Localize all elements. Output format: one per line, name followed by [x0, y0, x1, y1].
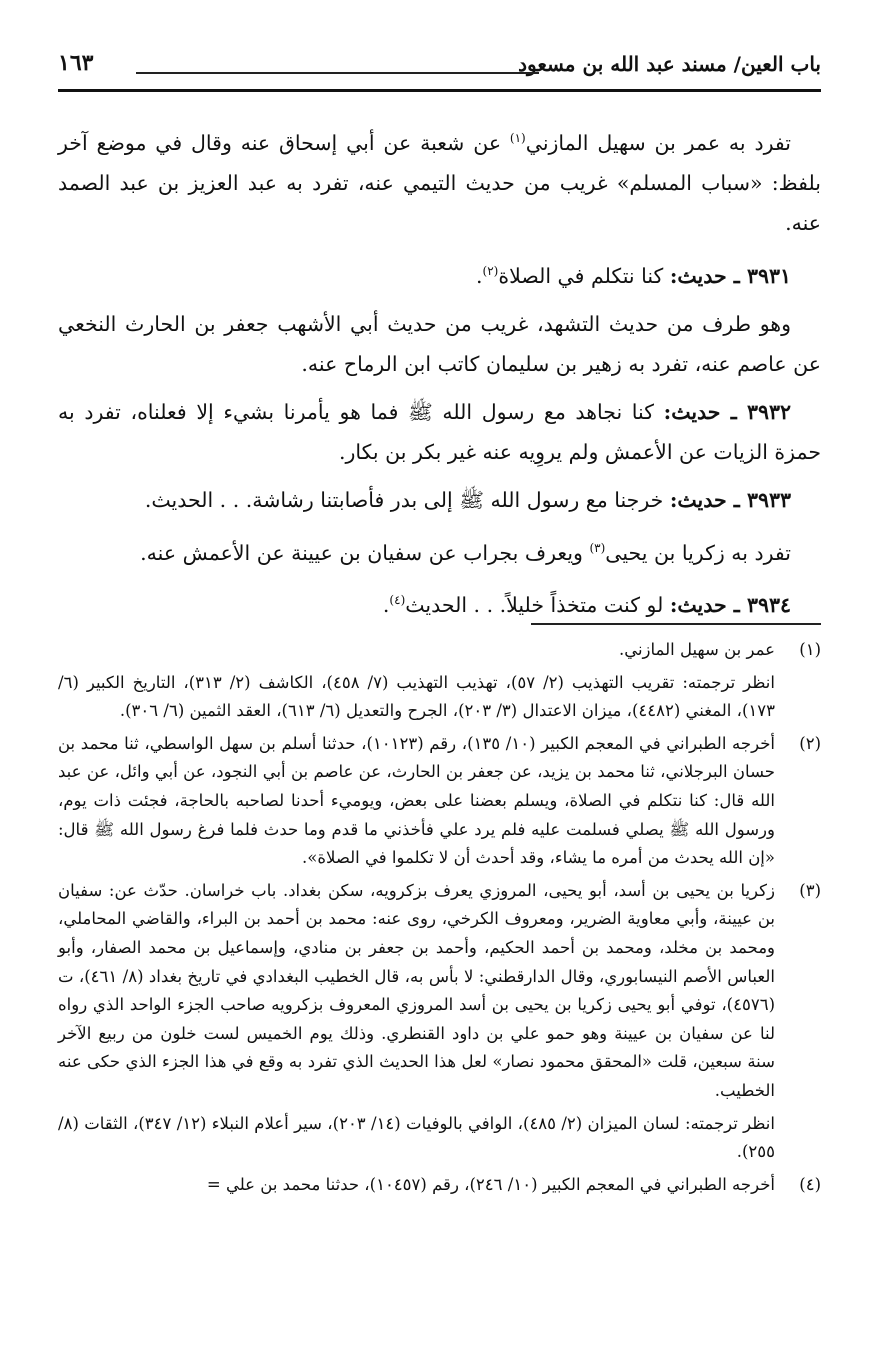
paragraph-6: تفرد به زكريا بن يحيى$^{(٣)}$ ويعرف بجراب عن سفيان بن عيينة عن الأعمش عنه.	[140, 540, 791, 565]
footnote-2: (٢) أخرجه الطبراني في المعجم الكبير (١٠/ ١٣٥)، رقم (١٠١٢٣)، حدثنا أسلم بن سهل الواسطي، ثنا محمد بن حسان البرجلاني، ثنا محمد بن يزيد، عن جعفر بن الحارث، عن عاصم بن أبي النجود، عن أبي وائل، عن عبد الله قال: كنا نتكلم في الصلاة، ويسلم بعضنا على بعض، ويوميء أحدنا لصاحبه بالحاجة، فجئت ذات يوم، ورسول الله ﷺ يصلي فسلمت عليه فلم يرد علي فأخذني ما قدم وما حدث فلما فرغ رسول الله ﷺ قال: «إن الله يحدث من أمره ما يشاء، وقد أحدث أن لا تكلموا في الصلاة».	[58, 730, 821, 873]
footnote-ref-1: (١)	[509, 131, 526, 145]
paragraph-1: تفرد به عمر بن سهيل المازني$^{(١)}$ عن شعبة عن أبي إسحاق عنه وقال في موضع آخر بلفظ: «سباب المسلم» غريب من حديث التيمي عنه، تفرد به عبد العزيز بن عبد الصمد عنه.	[58, 130, 821, 235]
hadith-3931: ٣٩٣١ ـ حديث: كنا نتكلم في الصلاة$^{(٢)}$.	[475, 263, 791, 288]
footnote-number: (٣)	[799, 880, 821, 900]
hadith-number: ٣٩٣١ ـ حديث:	[669, 263, 791, 288]
footnote-ref-2: (٢)	[482, 263, 499, 278]
hadith-3933: ٣٩٣٣ ـ حديث: خرجنا مع رسول الله ﷺ إلى بدر فأصابتنا رشاشة. . . الحديث.	[144, 487, 791, 512]
footnote-number: (١)	[799, 640, 821, 659]
footnote-4: (٤) أخرجه الطبراني في المعجم الكبير (١٠/ ٢٤٦)، رقم (١٠٤٥٧)، حدثنا محمد بن علي =	[58, 1171, 821, 1200]
footnote-1-references: انظر ترجمته: تقريب التهذيب (٢/ ٥٧)، تهذيب التهذيب (٧/ ٤٥٨)، الكاشف (٢/ ٣١٣)، التاريخ الكبير (٦/ ١٧٣)، المغني (٤٤٨٢)، ميزان الاعتدال (٣/ ٢٠٣)، الجرح والتعديل (٦/ ٦١٣)، العقد الثمين (٦/ ٣٠٦).	[58, 672, 775, 721]
footnote-ref-3: (٣)	[589, 540, 606, 555]
footnote-number: (٤)	[799, 1174, 821, 1194]
hadith-3934: ٣٩٣٤ ـ حديث: لو كنت متخذاً خليلاً. . . الحديث$^{(٤)}$.	[382, 593, 791, 618]
hadith-number: ٣٩٣٣ ـ حديث:	[669, 487, 791, 512]
footnote-separator	[531, 623, 821, 625]
footnote-number: (٢)	[799, 733, 821, 753]
hadith-number: ٣٩٣٢ ـ حديث:	[663, 399, 791, 424]
paragraph-3: وهو طرف من حديث التشهد، غريب من حديث أبي الأشهب جعفر بن الحارث النخعي عن عاصم عنه، تفرد به زهير بن سليمان كاتب ابن الرماح عنه.	[58, 311, 821, 376]
header-dash-line	[136, 72, 539, 74]
footnote-3: (٣) زكريا بن يحيى بن أسد، أبو يحيى، المروزي يعرف بزكرويه، سكن بغداد. باب خراسان. حدّث عن: سفيان بن عيينة، وأبي معاوية الضرير، ومعروف الكرخي، روى عنه: محمد بن أحمد بن البراء، والقاضي المحاملي، ومحمد بن مخلد، ومحمد بن أحمد الحكيم، وأحمد بن جعفر بن منادي، وإسماعيل بن محمد الصفار، وأبو العباس الأصم النيسابوري، وقال الدارقطني: لا بأس به، قال الخطيب البغدادي في تاريخ بغداد (٨/ ٤٦١)، ت (٤٥٧٦)، توفي أبو يحيى زكريا بن يحيى بن أسد المروزي المعروف بزكرويه صاحب الجزء الواحد الذي رواه لنا عن سفيان بن عيينة وهو حمو علي بن داود القنطري. وذلك يوم الخميس لست خلون من ربيع الآخر سنة سبعين، قلت «المحقق محمود نصار» لعل هذا الحديث الذي تفرد به وقع في هذا الجزء الذي حكى عنه الخطيب.	[58, 877, 821, 1106]
hadith-3932: ٣٩٣٢ ـ حديث: كنا نجاهد مع رسول الله ﷺ فما هو يأمرنا بشيء إلا فعلناه، تفرد به حمزة الزيات عن الأعمش ولم يروِيه عنه غير بكر بن بكار.	[58, 399, 821, 464]
footnote-1: (١) عمر بن سهيل المازني.	[58, 636, 821, 665]
header-rule	[58, 89, 821, 92]
running-title: باب العين/ مسند عبد الله بن مسعود	[518, 52, 821, 76]
page-header	[58, 46, 821, 92]
hadith-number: ٣٩٣٤ ـ حديث:	[669, 593, 791, 618]
footnote-ref-4: (٤)	[389, 593, 406, 608]
page-number: ١٦٣	[58, 50, 94, 76]
footnotes	[58, 636, 821, 1203]
footnote-3-references: انظر ترجمته: لسان الميزان (٢/ ٤٨٥)، الوافي بالوفيات (١٤/ ٢٠٣)، سير أعلام النبلاء (١٢/ ٣٤٧)، الثقات (٨/ ٢٥٥).	[58, 1113, 775, 1162]
main-text	[58, 118, 821, 633]
